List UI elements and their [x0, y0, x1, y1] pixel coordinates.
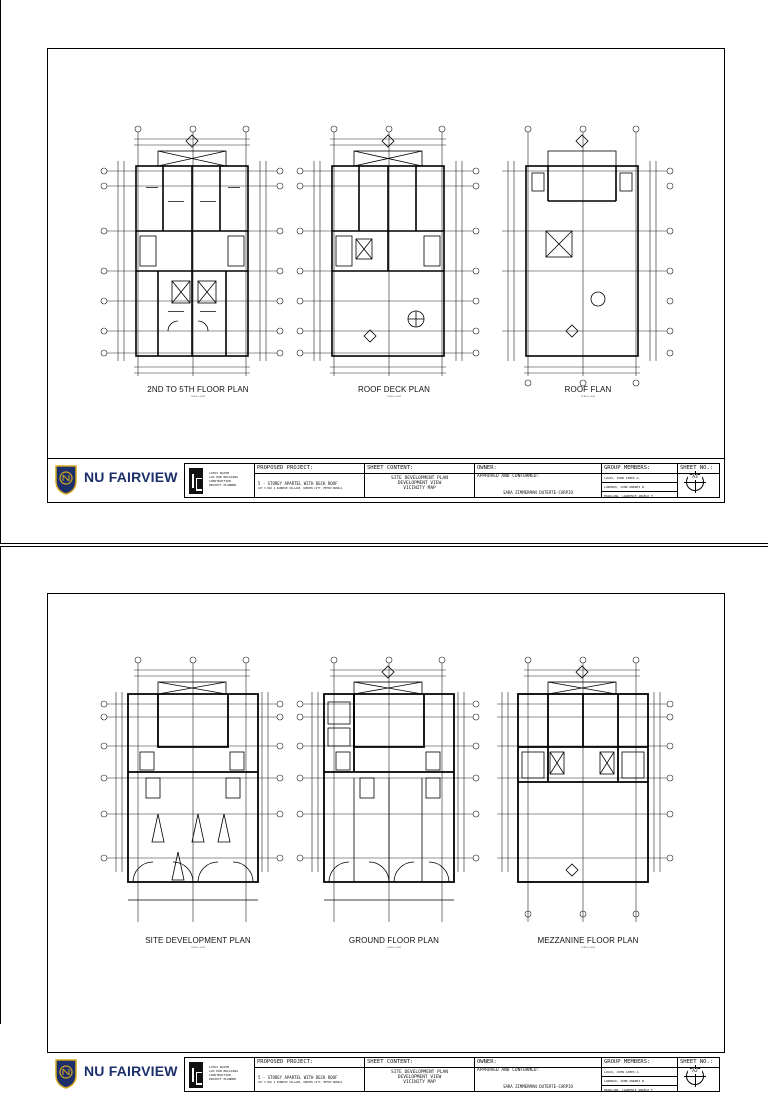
title-block-table [184, 1057, 720, 1092]
owner-name: SARA ZIMMERMAN DUTERTE-CARPIO [503, 1084, 573, 1089]
sheet-content-line: SITE DEVELOPMENT PLAN [391, 476, 448, 481]
sheet-content-line: SITE DEVELOPMENT PLAN [391, 1070, 448, 1075]
firm-logo-icon [189, 468, 203, 494]
group-member: LORENZO, JOHN ANDREI N. [604, 485, 646, 489]
sheet-number: A2 [688, 1069, 702, 1074]
plan-title: MEZZANINE FLOOR PLAN [537, 936, 639, 945]
project-title: 5 - STOREY APARTEL WITH DECK ROOF [258, 1075, 338, 1080]
title-block-table [184, 463, 720, 498]
floor-plan-drawing [294, 652, 494, 932]
sheet-content-line: DEVELOPMENT VIEW [397, 481, 442, 486]
sheet-content-cell [365, 1058, 475, 1091]
owner-cell [475, 464, 602, 497]
drawing-sheet-1 [0, 0, 768, 544]
proposed-project-heading: PROPOSED PROJECT: [257, 465, 314, 471]
firm-cell [185, 1058, 255, 1091]
plan-scale: SCALE 1:100M [581, 396, 595, 398]
group-member: LUCAS, JOHN JAMES A. [604, 1070, 641, 1074]
nu-shield-logo-icon [54, 1057, 78, 1089]
owner-cell [475, 1058, 602, 1091]
sheet-content-heading: SHEET CONTENT: [367, 1059, 414, 1065]
group-members-cell [602, 1058, 678, 1091]
plan-title: ROOF DECK PLAN [357, 385, 431, 394]
floor-plan-2nd-to-5th [98, 121, 298, 421]
plan-title: ROOF FLAN [564, 385, 612, 394]
sheet-number-heading: SHEET NO.: [680, 465, 714, 471]
approved-label: APPROVED AND CONFORMED: [477, 1068, 540, 1073]
group-member: MANALANG, LAWRENCE ANGELO F. [604, 494, 655, 498]
plan-scale: SCALE 1:100M [191, 947, 205, 949]
owner-heading: OWNER: [477, 465, 497, 471]
project-address: LOT 5 BLK 2 SUNRISE VILLAGE, QUEZON CITY, METRO MANILA [258, 487, 343, 490]
floor-plan-roof-deck [294, 121, 494, 421]
sheet-content-heading: SHEET CONTENT: [367, 465, 414, 471]
group-members-heading: GROUP MEMBERS: [604, 1059, 651, 1065]
mezzanine-floor-plan [488, 652, 688, 962]
sheet-number-cell [678, 464, 719, 497]
firm-logo-icon [189, 1062, 203, 1088]
plan-title: 2ND TO 5TH FLOOR PLAN [147, 385, 249, 394]
plan-scale: SCALE 1:100M [191, 396, 205, 398]
brand-name: NU FAIRVIEW [84, 469, 178, 485]
floor-plan-drawing [488, 121, 688, 391]
owner-heading: OWNER: [477, 1059, 497, 1065]
proposed-project-cell [255, 464, 365, 497]
owner-name: SARA ZIMMERMAN DUTERTE-CARPIO [503, 490, 573, 495]
group-members-heading: GROUP MEMBERS: [604, 465, 651, 471]
firm-line: LUX PUB BUILDING [209, 475, 238, 479]
sheet-content-line: VICINITY MAP [403, 1080, 436, 1085]
floor-plan-drawing [488, 652, 688, 932]
approved-label: APPROVED AND CONFORMED: [477, 474, 540, 479]
firm-line: LUX PUB BUILDING [209, 1069, 238, 1073]
brand-name: NU FAIRVIEW [84, 1063, 178, 1079]
sheet-number-heading: SHEET NO.: [680, 1059, 714, 1065]
floor-plan-drawing [98, 121, 298, 391]
sheet-number: A3 [688, 475, 702, 480]
firm-line: PROJECT PLANNER [209, 1077, 237, 1081]
project-title: 5 - STOREY APARTEL WITH DECK ROOF [258, 481, 338, 486]
sheet-content-cell [365, 464, 475, 497]
sheet-number-cell [678, 1058, 719, 1091]
sheet-content-line: VICINITY MAP [403, 486, 436, 491]
plan-title: GROUND FLOOR PLAN [348, 936, 440, 945]
sheet-content-line: DEVELOPMENT VIEW [397, 1075, 442, 1080]
title-block [48, 458, 724, 502]
floor-plan-drawing [98, 652, 298, 932]
proposed-project-heading: PROPOSED PROJECT: [257, 1059, 314, 1065]
firm-line: CONSTRUCTION [209, 479, 231, 483]
drawing-sheet-2 [0, 546, 768, 1092]
group-members-cell [602, 464, 678, 497]
group-member: MANALANG, LAWRENCE ANGELO F. [604, 1088, 655, 1092]
title-block [48, 1052, 724, 1096]
plan-scale: SCALE 1:100M [581, 947, 595, 949]
project-address: LOT 5 BLK 2 SUNRISE VILLAGE, QUEZON CITY, METRO MANILA [258, 1081, 343, 1084]
plan-scale: SCALE 1:100M [387, 396, 401, 398]
site-development-plan [98, 652, 298, 962]
proposed-project-cell [255, 1058, 365, 1091]
sheet-border [47, 593, 725, 1092]
firm-line: LOTUS BLOOM [209, 1065, 229, 1069]
plan-scale: SCALE 1:100M [387, 947, 401, 949]
firm-line: PROJECT PLANNER [209, 483, 237, 487]
firm-line: CONSTRUCTION [209, 1073, 231, 1077]
plan-title: SITE DEVELOPMENT PLAN [145, 936, 251, 945]
floor-plan-roof [488, 121, 688, 421]
firm-cell [185, 464, 255, 497]
group-member: LORENZO, JOHN ANDREI N. [604, 1079, 646, 1083]
floor-plan-drawing [294, 121, 494, 391]
ground-floor-plan [294, 652, 494, 962]
firm-line: LOTUS BLOOM [209, 471, 229, 475]
nu-shield-logo-icon [54, 463, 78, 495]
sheet-border [47, 48, 725, 503]
group-member: LUCAS, JOHN JAMES A. [604, 476, 641, 480]
